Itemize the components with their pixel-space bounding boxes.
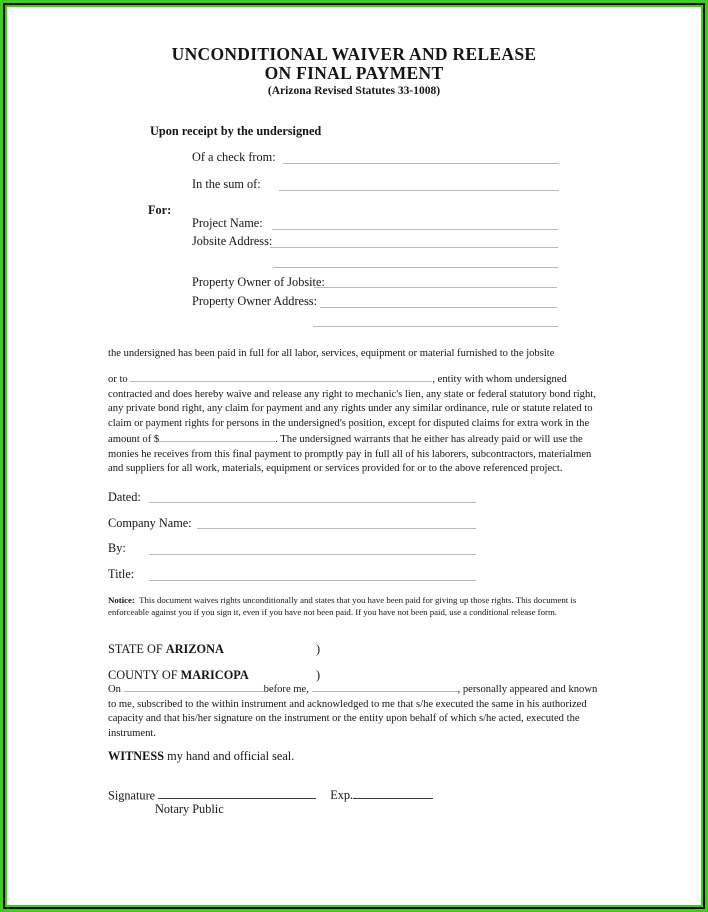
witness-text: my hand and official seal.: [167, 749, 295, 763]
disputed-amount-fill-line[interactable]: [159, 432, 275, 442]
acknowledgment-paragraph: [108, 682, 602, 742]
property-owner-address-fill-line-2[interactable]: [313, 326, 558, 327]
county-of-row: [108, 669, 508, 682]
jobsite-address-label: Jobsite Address:: [192, 234, 273, 248]
notice-text: This document waives rights unconditionally and states that you have been paid for giving up those rights. This document is enforceable against you if you sign it, even if you have not been paid. If you have not been paid, use a conditional release form.: [108, 595, 577, 617]
form-title-line2: ON FINAL PAYMENT: [264, 63, 444, 83]
county-name: MARICOPA: [180, 668, 249, 682]
form-statute-subtitle: (Arizona Revised Statutes 33-1008): [267, 85, 441, 97]
appeared-text: , personally appeared and known to me, subscribed to the within instrument and acknowledged to me that s/he executed the same in his authorized capacity and that his/her signature on the instrument or the entity upon behalf of which s/he acted, executed the instrument.: [108, 684, 598, 740]
check-from-fill-line[interactable]: [283, 163, 559, 164]
dated-label: Dated:: [108, 490, 141, 504]
by-label: By:: [108, 541, 126, 555]
sum-of-label: In the sum of:: [192, 177, 261, 191]
county-of-label: COUNTY OF: [108, 668, 178, 682]
waiver-text-3: . The undersigned warrants that he either has already paid or will use the monies he receives from this final payment to promptly pay in full all of his laborers, subcontractors, materialmen and suppliers for all work, materials, equipment or services provided for or to the above referenced project.: [108, 433, 592, 475]
waiver-paragraph: [108, 372, 602, 477]
witness-line: [108, 749, 294, 764]
witness-label: WITNESS: [108, 749, 165, 763]
notary-public-caption: Notary Public: [155, 802, 224, 816]
by-fill-line[interactable]: [149, 554, 476, 555]
notice-paragraph: [108, 595, 612, 618]
title-fill-line[interactable]: [149, 580, 476, 581]
state-closing-paren: ): [316, 642, 321, 656]
state-of-label: STATE OF: [108, 642, 163, 656]
project-name-fill-line[interactable]: [272, 229, 558, 230]
jobsite-address-fill-line[interactable]: [270, 247, 558, 248]
state-of-row: [108, 643, 508, 656]
property-owner-address-fill-line[interactable]: [320, 307, 557, 308]
before-me-text: before me,: [263, 684, 309, 695]
upon-receipt-heading: Upon receipt by the undersigned: [150, 124, 322, 138]
appearer-name-fill-line[interactable]: [312, 682, 458, 692]
for-label: For:: [148, 203, 172, 217]
project-name-label: Project Name:: [192, 216, 263, 230]
waiver-text-1: or to: [108, 374, 128, 385]
form-title-line1: UNCONDITIONAL WAIVER AND RELEASE: [171, 44, 537, 64]
property-owner-jobsite-label: Property Owner of Jobsite:: [192, 275, 325, 289]
exp-date-fill-line[interactable]: [353, 788, 433, 799]
check-from-label: Of a check from:: [192, 150, 276, 164]
exp-label: Exp.: [330, 788, 354, 803]
paid-in-full-line: the undersigned has been paid in full for all labor, services, equipment or material furnished to the jobsite: [108, 348, 555, 359]
date-fill-line[interactable]: [124, 682, 264, 692]
property-owner-jobsite-fill-line[interactable]: [314, 287, 557, 288]
signature-label: Signature: [108, 788, 156, 803]
company-name-label: Company Name:: [108, 516, 192, 530]
property-owner-address-label: Property Owner Address:: [192, 294, 317, 308]
county-closing-paren: ): [316, 668, 321, 682]
state-name: ARIZONA: [165, 642, 224, 656]
waiver-text-2: , entity with whom undersigned contracted and does hereby waive and release any right to mechanic's lien, any state or federal statutory bond right, any private bond right, any claim for payment and any rights under any similar ordinance, rule or statute related to claim or payment rights for persons in the undersigned's position, except for disputed claims for extra work in the amount of $: [108, 374, 596, 445]
entity-fill-line[interactable]: [130, 372, 432, 382]
notice-label: Notice:: [108, 595, 135, 605]
sum-of-fill-line[interactable]: [279, 190, 559, 191]
dated-fill-line[interactable]: [149, 502, 476, 503]
notary-signature-fill-line[interactable]: [158, 788, 316, 799]
title-label: Title:: [108, 567, 135, 581]
on-label: On: [108, 684, 121, 695]
jobsite-address-fill-line-2[interactable]: [273, 267, 558, 268]
company-name-fill-line[interactable]: [197, 528, 476, 529]
